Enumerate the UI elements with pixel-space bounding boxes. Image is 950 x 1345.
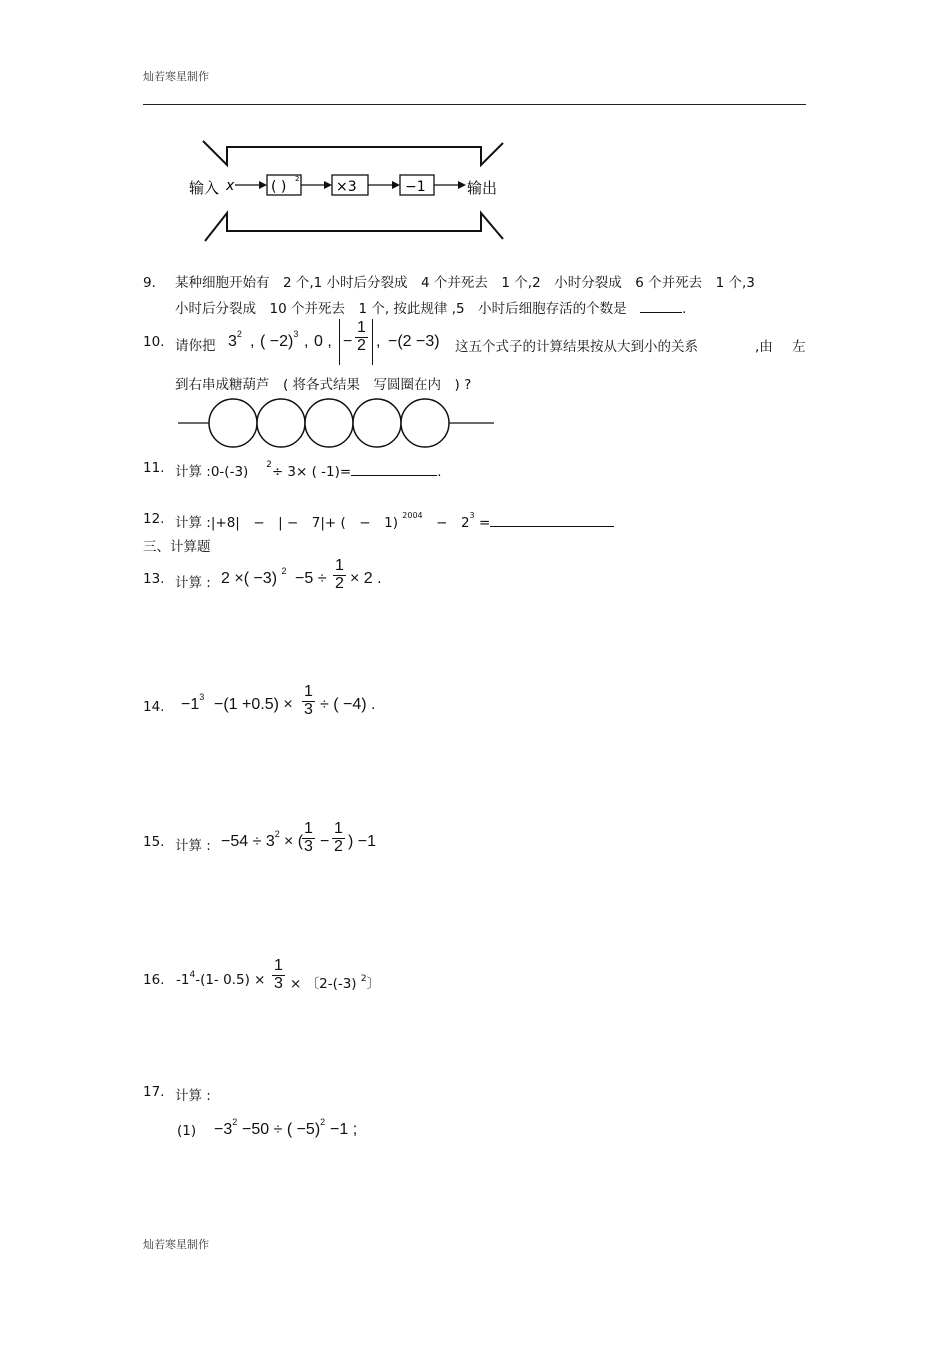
flowchart-diagram <box>185 135 515 250</box>
q14-expr-a: $-1^3$ <box>181 692 205 713</box>
q10-expr-3: 0 , <box>314 333 332 350</box>
q17-sub-number: (1) <box>177 1123 197 1139</box>
q17-expr-c: −1 ; <box>330 1121 358 1138</box>
q15-number: 15. <box>143 834 165 850</box>
flowchart-box-square-label: ( ) <box>271 179 287 195</box>
q10-abs-fraction: $\frac{1}{2}$ <box>357 319 366 354</box>
q10-sep-2: , <box>304 333 309 350</box>
q13-expr-a: 2 ×( −3) $^2$ <box>221 566 287 587</box>
q17-expr-a: $-3^2$ <box>214 1117 238 1138</box>
q15-expr-b: × ( <box>284 833 304 850</box>
flowchart-box-minus1-label: −1 <box>405 179 426 195</box>
q12-answer-blank[interactable] <box>490 526 614 527</box>
q15-minus: − <box>320 833 330 850</box>
q13-lead: 计算 : <box>175 575 211 591</box>
page-footer: 灿若寒星制作 <box>143 1238 209 1251</box>
q10-line2: 到右串成糖葫芦 ( 将各式结果 写圆圈在内 ) ? <box>175 377 472 393</box>
q16-fraction: $\frac{1}{3}$ <box>274 957 283 992</box>
flowchart-output-label: 输出 <box>467 179 498 197</box>
q10-expr-5: −(2 −3) <box>388 333 440 350</box>
q12-expression: 计算 :|+8| − | − 7|+ ( − 1) $^{2004}$ − $2^3$ = <box>175 511 614 531</box>
q16-expr-ab: $-1^4-(1-$ 0.5) × <box>176 970 266 988</box>
arrow-1 <box>259 181 267 189</box>
q14-expr-c: ÷ ( −4) . <box>320 696 376 713</box>
q10-abs-bar-right <box>372 319 373 365</box>
q13-expr-c: × 2 . <box>350 570 382 587</box>
arrow-3 <box>392 181 400 189</box>
answer-circle-4 <box>353 399 401 447</box>
flowchart-box-square-sup: 2 <box>295 175 300 183</box>
q16-expr-c: × 〔2-(-3) $^2$〕 <box>290 974 381 992</box>
q9-line1: 某种细胞开始有 2 个,1 小时后分裂成 4 个并死去 1 个,2 小时分裂成 6 个并死去 1 个,3 <box>175 275 755 291</box>
q11-number: 11. <box>143 460 165 476</box>
q10-tail2: ,由 <box>755 339 773 355</box>
flowchart-box-times3-label: ×3 <box>336 179 357 195</box>
answer-circle-5 <box>401 399 449 447</box>
q15-fraction-2: $\frac{1}{2}$ <box>334 820 343 855</box>
flowchart-input-label: 输入 <box>189 179 220 197</box>
q17-lead: 计算 : <box>175 1088 211 1104</box>
q10-expr-2: ( −2)$^3$ <box>260 329 299 350</box>
q11-expression: 计算 :0-(-3) $^2$÷ 3× ( -1)= . <box>175 460 442 480</box>
q17-expr-b: −50 ÷ ( −5)$^2$ <box>242 1117 326 1138</box>
q17-number: 17. <box>143 1084 165 1100</box>
q13-number: 13. <box>143 571 165 587</box>
q13-expr-b: −5 ÷ <box>295 570 327 587</box>
q14-fraction: $\frac{1}{3}$ <box>304 683 313 718</box>
flowchart-bottom-bracket <box>205 213 503 241</box>
q14-expr-b: −(1 +0.5) × <box>214 696 293 713</box>
q9-line2-end: . <box>682 301 687 317</box>
answer-circle-3 <box>305 399 353 447</box>
q9-number: 9． <box>143 275 166 291</box>
q15-expr-c: ) −1 <box>348 833 377 850</box>
q10-abs-minus: − <box>343 333 353 350</box>
q10-expr-1: $3^2$ <box>228 329 242 350</box>
q10-abs-bar-left <box>339 319 340 365</box>
arrow-4 <box>458 181 466 189</box>
q9-line2 <box>175 297 686 317</box>
q10-tail3: 左 <box>792 339 806 355</box>
q12-number: 12. <box>143 511 165 527</box>
header-rule <box>143 104 806 105</box>
answer-circle-1 <box>209 399 257 447</box>
tanghulu-diagram <box>176 396 498 452</box>
arrow-2 <box>324 181 332 189</box>
q10-sep-1: , <box>250 333 255 350</box>
q9-answer-blank[interactable] <box>640 312 682 313</box>
q10-tail: 这五个式子的计算结果按从大到小的关系 <box>455 339 698 355</box>
q10-number: 10. <box>143 334 165 350</box>
q11-answer-blank[interactable] <box>351 475 437 476</box>
q15-lead: 计算 : <box>175 838 211 854</box>
q15-expr-a: $-54 \div 3^2$ <box>221 829 280 850</box>
q9-line2-text: 小时后分裂成 10 个并死去 1 个, 按此规律 ,5 小时后细胞存活的个数是 <box>175 301 641 317</box>
q13-fraction: $\frac{1}{2}$ <box>335 557 344 592</box>
answer-circle-2 <box>257 399 305 447</box>
flowchart-var-label: x <box>226 178 235 194</box>
page-header: 灿若寒星制作 <box>143 70 209 83</box>
q10-sep-3: , <box>376 333 381 350</box>
q10-lead: 请你把 <box>175 338 216 354</box>
q16-number: 16. <box>143 972 165 988</box>
flowchart-top-bracket <box>203 141 503 165</box>
q15-fraction-1: $\frac{1}{3}$ <box>304 820 313 855</box>
q14-number: 14. <box>143 699 165 715</box>
section-title: 三、计算题 <box>143 539 211 555</box>
